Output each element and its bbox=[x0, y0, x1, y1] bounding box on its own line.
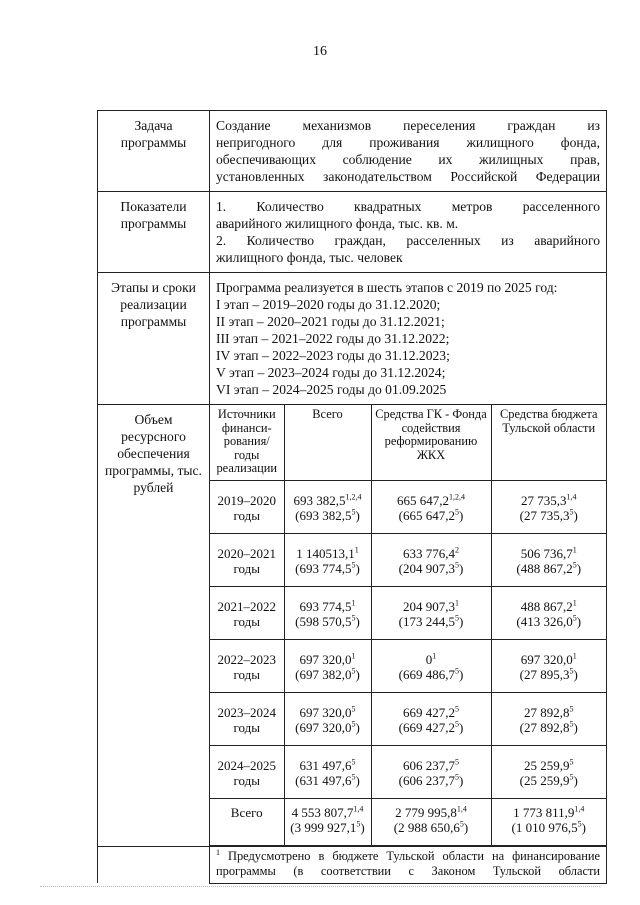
amount-value-bracketed: (665 647,2 bbox=[398, 508, 455, 523]
footnote-ref: 5 bbox=[569, 772, 574, 782]
amount-value: 693 382,5 bbox=[293, 492, 346, 508]
stage-line: Программа реализуется в шесть этапов с 2019 по 2025 год: bbox=[216, 280, 558, 295]
amount-value-bracketed: (693 382,5 bbox=[295, 508, 352, 523]
funding-years: 2024–2025 годы bbox=[210, 745, 284, 798]
amount-value: 1 140513,1 bbox=[296, 545, 355, 561]
funding-years: 2019–2020 годы bbox=[210, 480, 284, 533]
footnote-ref: 5 bbox=[351, 507, 356, 517]
amount-value-bracketed: (598 570,5 bbox=[295, 614, 352, 629]
funding-cell-budget: 27 892,8$^5$ (27 892,8$^5$) bbox=[491, 692, 606, 745]
footnote-ref: 1 bbox=[432, 651, 437, 661]
amount-value: 693 774,5 bbox=[299, 598, 352, 614]
amount-value: 631 497,6 bbox=[299, 757, 352, 773]
amount-value: 204 907,3 bbox=[403, 598, 455, 614]
program-passport-table bbox=[97, 110, 607, 884]
stage-line: I этап – 2019–2020 годы до 31.12.2020; bbox=[216, 297, 441, 312]
amount-value-bracketed: (669 486,7 bbox=[398, 667, 455, 682]
footnote-ref: 5 bbox=[569, 757, 574, 767]
amount-value-bracketed: (3 999 927,1 bbox=[290, 820, 357, 835]
stage-line: IV этап – 2022–2023 годы до 31.12.2023; bbox=[216, 348, 450, 363]
funding-cell-budget: 697 320,0$^1$ (27 895,3$^5$) bbox=[491, 639, 606, 692]
header-fund: Средства ГК - Фонда содействия реформированию ЖКХ bbox=[371, 405, 491, 480]
indicators-content bbox=[210, 192, 607, 273]
funding-years: 2023–2024 годы bbox=[210, 692, 284, 745]
footnote-ref: 1,2,4 bbox=[345, 492, 362, 502]
footnote-ref: 1,4 bbox=[574, 804, 585, 814]
header-budget: Средства бюджета Тульской области bbox=[491, 405, 606, 480]
footnote-ref: 1 bbox=[572, 598, 577, 608]
task-line: Создание механизмов переселения граждан из bbox=[216, 118, 600, 133]
amount-value: 665 647,2 bbox=[397, 492, 449, 508]
amount-value-bracketed: (413 326,0 bbox=[516, 614, 573, 629]
funding-cell-total: 697 320,0$^5$ (697 320,0$^5$) bbox=[284, 692, 371, 745]
task-line: обеспечивающих соблюдение их жилищных прав, bbox=[216, 152, 600, 167]
funding-cell-fund: 2 779 995,8$^{1,4}$ (2 988 650,6$^5$) bbox=[371, 798, 491, 845]
amount-value-bracketed: (27 735,3 bbox=[519, 508, 570, 523]
funding-years: 2022–2023 годы bbox=[210, 639, 284, 692]
indicator-line: аварийного жилищного фонда, тыс. кв. м. bbox=[216, 216, 459, 231]
footnote-ref: 5 bbox=[351, 719, 356, 729]
footnote-ref: 1,4 bbox=[566, 492, 577, 502]
row-indicators bbox=[98, 192, 607, 273]
funding-total-label: Всего bbox=[210, 798, 284, 845]
footnote-ref: 5 bbox=[459, 819, 464, 829]
funding-cell-budget: 27 735,3$^{1,4}$ (27 735,3$^5$) bbox=[491, 480, 606, 533]
amount-value-bracketed: (697 320,0 bbox=[295, 720, 352, 735]
funding-row bbox=[210, 692, 606, 745]
funding-row bbox=[210, 533, 606, 586]
footnote-ref: 5 bbox=[572, 560, 577, 570]
row-stages bbox=[98, 273, 607, 405]
footnote-ref: 5 bbox=[455, 719, 459, 729]
footnote-ref: 5 bbox=[351, 772, 356, 782]
amount-value-bracketed: (25 259,9 bbox=[519, 773, 570, 788]
footnote-ref: 5 bbox=[572, 613, 577, 623]
footnote-ref: 5 bbox=[351, 560, 356, 570]
funding-cell-fund: 204 907,3$^1$ (173 244,5$^5$) bbox=[371, 586, 491, 639]
stages-content bbox=[210, 273, 607, 405]
footnote-line: программы (в соответствии с Законом Тульской области bbox=[216, 863, 600, 878]
indicator-line: 2. Количество граждан, расселенных из аварийного bbox=[216, 233, 600, 248]
task-content bbox=[210, 111, 607, 192]
footnote-ref: 5 bbox=[569, 666, 574, 676]
page-number: 16 bbox=[313, 44, 327, 59]
funding-cell-fund: 669 427,2$^5$ (669 427,2$^5$) bbox=[371, 692, 491, 745]
funding-cell-total: 4 553 807,7$^{1,4}$ (3 999 927,1$^5$) bbox=[284, 798, 371, 845]
amount-value: 697 320,0 bbox=[299, 704, 352, 720]
footnote-ref: 1,4 bbox=[353, 804, 364, 814]
funding-row bbox=[210, 639, 606, 692]
amount-value: 606 237,7 bbox=[403, 757, 455, 773]
funding-cell-budget: 488 867,2$^1$ (413 326,0$^5$) bbox=[491, 586, 606, 639]
row-footnote bbox=[98, 846, 607, 883]
stage-line: V этап – 2023–2024 годы до 31.12.2024; bbox=[216, 365, 446, 380]
funding-cell-total: 693 382,5$^{1,2,4}$ (693 382,5$^5$) bbox=[284, 480, 371, 533]
amount-value: 25 259,9 bbox=[524, 757, 570, 773]
stage-line: II этап – 2020–2021 годы до 31.12.2021; bbox=[216, 314, 445, 329]
amount-value: 669 427,2 bbox=[403, 704, 455, 720]
indicators-label: Показатели программы bbox=[98, 192, 210, 273]
footnote-ref: 5 bbox=[351, 666, 356, 676]
footnote-ref: 1,2,4 bbox=[449, 492, 465, 502]
page-edge-dots bbox=[40, 886, 600, 887]
amount-value: 488 867,2 bbox=[520, 598, 573, 614]
stages-label: Этапы и сроки реализации программы bbox=[98, 273, 210, 405]
footnote-ref: 5 bbox=[569, 507, 574, 517]
amount-value-bracketed: (1 010 976,5 bbox=[511, 820, 578, 835]
amount-value: 633 776,4 bbox=[403, 545, 455, 561]
footnote-ref: 1 bbox=[354, 545, 359, 555]
funding-cell-budget: 506 736,7$^1$ (488 867,2$^5$) bbox=[491, 533, 606, 586]
header-sources: Источники финанси-рования/ годы реализации bbox=[210, 405, 284, 480]
indicator-line: 1. Количество квадратных метров расселенного bbox=[216, 199, 600, 214]
amount-value-bracketed: (204 907,3 bbox=[398, 561, 455, 576]
funding-cell-total: 1 140513,1$^1$ (693 774,5$^5$) bbox=[284, 533, 371, 586]
footnote-ref: 5 bbox=[455, 507, 459, 517]
footnote-ref: 5 bbox=[351, 704, 356, 714]
footnote-mark: 1 bbox=[216, 847, 220, 857]
row-funding bbox=[98, 405, 607, 847]
funding-row bbox=[210, 480, 606, 533]
amount-value: 1 773 811,9 bbox=[513, 804, 575, 820]
amount-value-bracketed: (2 988 650,6 bbox=[393, 820, 460, 835]
amount-value: 697 320,0 bbox=[520, 651, 573, 667]
funding-cell-total: 697 320,0$^1$ (697 382,0$^5$) bbox=[284, 639, 371, 692]
funding-cell-fund: 633 776,4$^2$ (204 907,3$^5$) bbox=[371, 533, 491, 586]
amount-value: 27 892,8 bbox=[524, 704, 570, 720]
amount-value-bracketed: (27 895,3 bbox=[519, 667, 570, 682]
stage-line: VI этап – 2024–2025 годы до 01.09.2025 bbox=[216, 382, 447, 397]
funding-label: Объем ресурсного обеспечения программы, тыс. рублей bbox=[98, 405, 210, 847]
footnote-ref: 5 bbox=[569, 719, 574, 729]
header-total: Всего bbox=[284, 405, 371, 480]
footnote-ref: 5 bbox=[455, 560, 459, 570]
amount-value-bracketed: (693 774,5 bbox=[295, 561, 352, 576]
amount-value-bracketed: (606 237,7 bbox=[398, 773, 455, 788]
funding-cell-fund: 606 237,7$^5$ (606 237,7$^5$) bbox=[371, 745, 491, 798]
funding-table bbox=[210, 405, 606, 846]
funding-total-row bbox=[210, 798, 606, 845]
task-line: установленных законодательством Российской Федерации bbox=[216, 169, 600, 184]
amount-value-bracketed: (27 892,8 bbox=[519, 720, 570, 735]
amount-value-bracketed: (697 382,0 bbox=[295, 667, 352, 682]
funding-years: 2021–2022 годы bbox=[210, 586, 284, 639]
footnote-ref: 5 bbox=[351, 757, 356, 767]
amount-value-bracketed: (631 497,6 bbox=[295, 773, 352, 788]
amount-value: 0 bbox=[425, 651, 433, 667]
funding-cell-total: 631 497,6$^5$ (631 497,6$^5$) bbox=[284, 745, 371, 798]
amount-value: 697 320,0 bbox=[299, 651, 352, 667]
footnote-ref: 1 bbox=[572, 545, 577, 555]
funding-row bbox=[210, 745, 606, 798]
stage-line: III этап – 2021–2022 годы до 31.12.2022; bbox=[216, 331, 450, 346]
footnote-ref: 1 bbox=[351, 651, 356, 661]
footnote-ref: 5 bbox=[356, 819, 361, 829]
amount-value: 27 735,3 bbox=[521, 492, 567, 508]
footnote-ref: 1 bbox=[455, 598, 459, 608]
footnote bbox=[210, 846, 607, 883]
footnote-ref: 5 bbox=[569, 704, 574, 714]
amount-value: 506 736,7 bbox=[520, 545, 573, 561]
funding-content bbox=[210, 405, 607, 847]
amount-value-bracketed: (173 244,5 bbox=[398, 614, 455, 629]
footnote-ref: 5 bbox=[455, 757, 459, 767]
funding-header-row bbox=[210, 405, 606, 480]
task-label: Задача программы bbox=[98, 111, 210, 192]
funding-cell-budget: 1 773 811,9$^{1,4}$ (1 010 976,5$^5$) bbox=[491, 798, 606, 845]
funding-cell-budget: 25 259,9$^5$ (25 259,9$^5$) bbox=[491, 745, 606, 798]
task-line: непригодного для проживания жилищного фонда, bbox=[216, 135, 600, 150]
footnote-ref: 5 bbox=[351, 613, 356, 623]
indicator-line: жилищного фонда, тыс. человек bbox=[216, 250, 403, 265]
amount-value-bracketed: (488 867,2 bbox=[516, 561, 573, 576]
funding-years: 2020–2021 годы bbox=[210, 533, 284, 586]
footnote-ref: 5 bbox=[577, 819, 582, 829]
amount-value: 4 553 807,7 bbox=[291, 804, 354, 820]
footnote-line: Предусмотрено в бюджете Тульской области на финансирование bbox=[228, 848, 600, 863]
footnote-ref: 5 bbox=[455, 666, 459, 676]
footnote-ref: 5 bbox=[455, 704, 459, 714]
row-task bbox=[98, 111, 607, 192]
footnote-ref: 1,4 bbox=[456, 804, 467, 814]
footnote-ref: 5 bbox=[455, 613, 459, 623]
funding-cell-total: 693 774,5$^1$ (598 570,5$^5$) bbox=[284, 586, 371, 639]
amount-value: 2 779 995,8 bbox=[395, 804, 457, 820]
funding-row bbox=[210, 586, 606, 639]
amount-value-bracketed: (669 427,2 bbox=[398, 720, 455, 735]
funding-cell-fund: $0^1$ (669 486,7$^5$) bbox=[371, 639, 491, 692]
footnote-ref: 5 bbox=[455, 772, 459, 782]
footnote-ref: 1 bbox=[572, 651, 577, 661]
footnote-ref: 1 bbox=[351, 598, 356, 608]
footnote-ref: 2 bbox=[455, 545, 459, 555]
funding-cell-fund: 665 647,2$^{1,2,4}$ (665 647,2$^5$) bbox=[371, 480, 491, 533]
